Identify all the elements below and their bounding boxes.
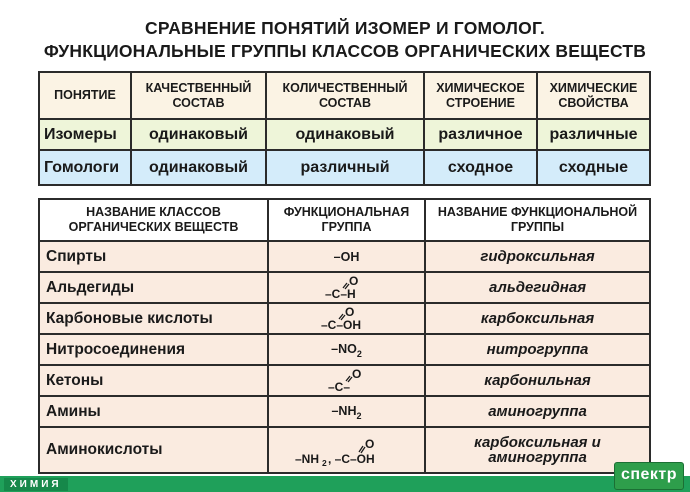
publisher-logo: спектр [614,462,684,490]
group-name: нитрогруппа [425,334,650,365]
subject-label: ХИМИЯ [4,478,68,491]
class-name: Карбоновые кислоты [39,303,268,334]
comparison-table [38,71,651,186]
table-cell: различное [424,119,537,150]
comparison-header-row [39,72,650,119]
class-name: Амины [39,396,268,427]
functional-groups-table [38,198,651,474]
title-line-1: СРАВНЕНИЕ ПОНЯТИЙ ИЗОМЕР И ГОМОЛОГ. [145,18,545,38]
table-row [39,303,650,334]
functional-group-formula [268,427,425,473]
table-row [39,396,650,427]
table-cell: различные [537,119,650,150]
functional-group-formula [268,303,425,334]
functional-group-formula [268,365,425,396]
isomers-row [39,119,650,150]
formula-oxygen: O [344,305,354,319]
formula-text: –OH [333,249,360,264]
group-name: карбонильная [425,365,650,396]
table-cell: одинаковый [131,150,266,185]
functional-group-formula [268,334,425,365]
row-label: Изомеры [39,119,131,150]
aldehyde-structure [317,274,377,301]
formula-chain: –C– [327,380,350,394]
table-row [39,272,650,303]
formula-text: –NH [331,403,357,418]
formula-oxygen: O [364,437,374,451]
formula-subscript: 2 [356,411,362,422]
table-row [39,241,650,272]
formula-chain: –C–H [324,287,356,301]
class-name: Нитросоединения [39,334,268,365]
header-functional-group: ФУНКЦИОНАЛЬНАЯ ГРУППА [268,199,425,241]
header-concept: ПОНЯТИЕ [39,72,131,119]
class-name: Альдегиды [39,272,268,303]
row-label: Гомологи [39,150,131,185]
formula-subscript: 2 [321,458,327,468]
table-cell: различный [266,150,424,185]
functional-group-formula [268,396,425,427]
group-name: карбоксильная и аминогруппа [425,427,650,473]
group-name: аминогруппа [425,396,650,427]
class-name: Спирты [39,241,268,272]
group-name: карбоксильная [425,303,650,334]
group-name: альдегидная [425,272,650,303]
groups-header-row [39,199,650,241]
header-group-name: НАЗВАНИЕ ФУНКЦИОНАЛЬНОЙ ГРУППЫ [425,199,650,241]
amino-acid-structure [287,430,407,470]
formula-oxygen: O [348,274,358,288]
table-cell: одинаковый [266,119,424,150]
class-name: Кетоны [39,365,268,396]
formula-oxygen: O [351,367,361,381]
header-structure: ХИМИЧЕСКОЕ СТРОЕНИЕ [424,72,537,119]
footer-bar [0,476,690,492]
formula-chain: –C–OH [320,318,361,332]
group-name: гидроксильная [425,241,650,272]
header-quantitative: КОЛИЧЕСТВЕННЫЙ СОСТАВ [266,72,424,119]
table-cell: одинаковый [131,119,266,150]
table-row [39,365,650,396]
formula-amine: –NH [294,452,319,466]
title-line-2: ФУНКЦИОНАЛЬНЫЕ ГРУППЫ КЛАССОВ ОРГАНИЧЕСКИХ ВЕЩЕСТВ [43,41,647,61]
table-row [39,427,650,473]
class-name: Аминокислоты [39,427,268,473]
formula-subscript: 2 [356,349,362,360]
formula-carboxyl: , –C–OH [327,452,375,466]
header-properties: ХИМИЧЕСКИЕ СВОЙСТВА [537,72,650,119]
header-qualitative: КАЧЕСТВЕННЫЙ СОСТАВ [131,72,266,119]
carboxyl-structure [312,305,382,332]
header-class-name: НАЗВАНИЕ КЛАССОВ ОРГАНИЧЕСКИХ ВЕЩЕСТВ [39,199,268,241]
ketone-structure [322,367,372,394]
functional-group-formula [268,272,425,303]
table-cell: сходное [424,150,537,185]
table-cell: сходные [537,150,650,185]
homologs-row [39,150,650,185]
formula-text: –NO [331,341,357,356]
table-row [39,334,650,365]
functional-group-formula [268,241,425,272]
